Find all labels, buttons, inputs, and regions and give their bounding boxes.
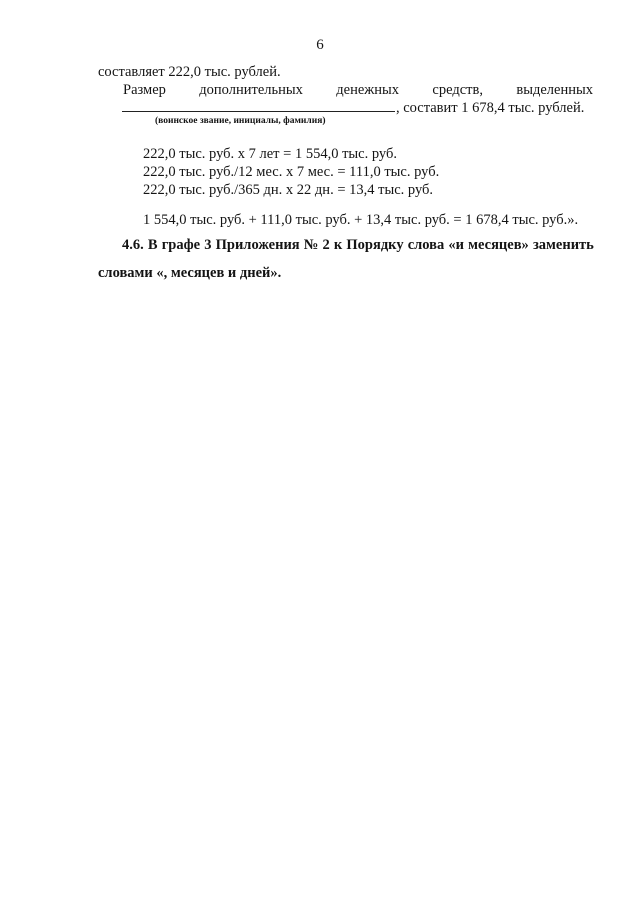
clause-word: 3: [204, 237, 212, 253]
page-number: 6: [316, 37, 324, 53]
size-row-word: денежных: [336, 82, 400, 98]
size-row-word: Размер: [123, 82, 166, 98]
blank-caption: (воинское звание, инициалы, фамилия): [155, 116, 326, 126]
calculation-line: 222,0 тыс. руб./12 мес. х 7 мес. = 111,0 тыс. руб.: [143, 164, 440, 180]
total-line: 1 554,0 тыс. руб. + 111,0 тыс. руб. + 13,4 тыс. руб. = 1 678,4 тыс. руб.».: [143, 212, 579, 228]
clause-word: заменить: [532, 237, 594, 253]
clause-word: слова: [407, 237, 445, 253]
size-row-word: дополнительных: [199, 82, 303, 98]
intro-line: составляет 222,0 тыс. рублей.: [98, 64, 281, 80]
clause-4-6-row2: словами «, месяцев и дней».: [98, 265, 282, 281]
clause-word: 4.6.: [122, 237, 144, 253]
clause-word: графе: [161, 237, 201, 253]
clause-4-6-row1: [122, 236, 594, 254]
calculation-line: 222,0 тыс. руб. х 7 лет = 1 554,0 тыс. руб.: [143, 146, 397, 162]
clause-word: «и: [448, 237, 465, 253]
amount-line-suffix: , составит 1 678,4 тыс. рублей.: [396, 100, 585, 116]
clause-word: Порядку: [346, 237, 404, 253]
clause-word: В: [147, 237, 158, 253]
clause-word: Приложения: [215, 237, 300, 253]
size-row-word: средств,: [432, 82, 483, 98]
clause-word: №: [303, 237, 319, 253]
blank-signature-line: [122, 97, 395, 112]
clause-word: месяцев»: [468, 237, 529, 253]
amount-line: [122, 97, 584, 117]
clause-word: к: [333, 237, 343, 253]
size-row-word: выделенных: [516, 82, 593, 98]
calculation-line: 222,0 тыс. руб./365 дн. х 22 дн. = 13,4 тыс. руб.: [143, 182, 433, 198]
clause-word: 2: [322, 237, 330, 253]
